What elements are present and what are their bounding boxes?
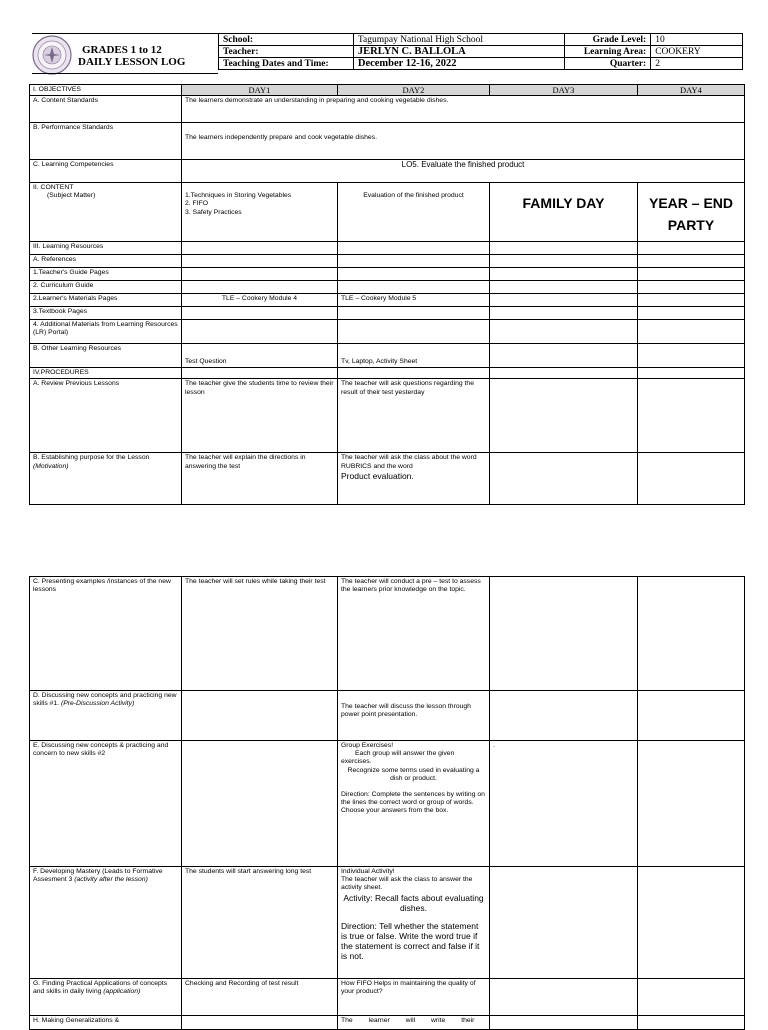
mastery-day2 bbox=[338, 867, 490, 979]
competencies-label: C. Learning Competencies bbox=[30, 160, 182, 183]
day4-header: DAY4 bbox=[638, 85, 745, 96]
mastery-label-cell bbox=[30, 867, 182, 979]
discussing1-label: D. Discussing new concepts and practicing new skills #1. bbox=[33, 692, 177, 708]
generalizations-day2: The learner will write their bbox=[338, 1016, 490, 1030]
title-line1: GRADES 1 to 12 bbox=[82, 44, 162, 56]
content-day2: Evaluation of the finished product bbox=[338, 183, 490, 242]
day2-header: DAY2 bbox=[338, 85, 490, 96]
discussing1-label-cell bbox=[30, 691, 182, 741]
deped-seal-logo bbox=[32, 35, 72, 75]
learning-area-label: Learning Area: bbox=[565, 46, 651, 58]
generalizations-label: H. Making Generalizations & bbox=[30, 1016, 182, 1030]
content-standards-value: The learners demonstrate an understanding in preparing and cooking vegetable dishes. bbox=[182, 96, 745, 123]
mastery-day2-line1: Individual Activity! bbox=[341, 868, 395, 875]
school-value: Tagumpay National High School bbox=[353, 34, 564, 46]
purpose-label-italic: (Motivation) bbox=[33, 462, 69, 470]
content-day1 bbox=[182, 183, 338, 242]
discussing2-day2-line3: Recognize some terms used in evaluating a dish or product. bbox=[347, 766, 480, 782]
teacher-label: Teacher: bbox=[219, 46, 354, 58]
quarter-label: Quarter: bbox=[565, 58, 651, 70]
review-day2: The teacher will ask questions regarding the result of their test yesterday bbox=[338, 379, 490, 453]
references-label: A. References bbox=[30, 255, 182, 268]
presenting-day2: The teacher will conduct a pre – test to assess the learners prior knowledge on the topic. bbox=[338, 577, 490, 691]
purpose-day2-cell bbox=[338, 453, 490, 505]
content-label-cell bbox=[30, 183, 182, 242]
quarter-value: 2 bbox=[651, 58, 743, 70]
discussing2-label: E. Discussing new concepts & practicing and concern to new skills #2 bbox=[30, 741, 182, 867]
discussing2-day2-line2: Each group will answer the given exercises. bbox=[341, 750, 455, 766]
resources-label: III. Learning Resources bbox=[30, 242, 182, 255]
purpose-day2: The teacher will ask the class about the word RUBRICS and the word bbox=[341, 454, 477, 470]
mastery-day2-line2: The teacher will ask the class to answer the activity sheet. bbox=[341, 876, 473, 892]
teaching-dates-value: December 12-16, 2022 bbox=[353, 58, 564, 70]
textbook-label: 3.Textbook Pages bbox=[30, 307, 182, 320]
presenting-day1: The teacher will set rules while taking their test bbox=[182, 577, 338, 691]
purpose-day2-product: Product evaluation. bbox=[341, 470, 414, 481]
other-resources-day2: Tv, Laptop, Activity Sheet bbox=[338, 344, 490, 368]
review-day1: The teacher give the students time to review their lesson bbox=[182, 379, 338, 453]
content-sublabel: (Subject Matter) bbox=[47, 192, 96, 200]
teaching-dates-label: Teaching Dates and Time: bbox=[219, 58, 354, 70]
applications-label-cell bbox=[30, 979, 182, 1016]
learning-area-value: COOKERY bbox=[651, 46, 743, 58]
learners-materials-day2: TLE – Cookery Module 5 bbox=[338, 294, 490, 307]
lesson-log-table-1 bbox=[29, 84, 745, 505]
content-day1-line2: 2. FIFO bbox=[185, 200, 209, 208]
purpose-label-cell bbox=[30, 453, 182, 505]
purpose-label: B. Establishing purpose for the Lesson bbox=[33, 454, 150, 462]
content-day4: YEAR – END PARTY bbox=[638, 183, 745, 242]
content-standards-label: A. Content Standards bbox=[30, 96, 182, 123]
mastery-label: F. Developing Mastery (Leads to Formative Assesment 3 bbox=[33, 868, 163, 884]
other-resources-label: B. Other Learning Resources bbox=[30, 344, 182, 368]
curriculum-guide-label: 2. Curriculum Guide bbox=[30, 281, 182, 294]
applications-day2: How FIFO Helps in maintaining the quality of your product? bbox=[338, 979, 490, 1016]
discussing1-label-italic: (Pre-Discussion Activity) bbox=[60, 700, 135, 708]
teacher-value: JERLYN C. BALLOLA bbox=[353, 46, 564, 58]
learners-materials-label: 2.Learner's Materials Pages bbox=[30, 294, 182, 307]
title-underline bbox=[32, 73, 218, 74]
header-info-table bbox=[218, 33, 743, 70]
objectives-heading: I. OBJECTIVES bbox=[30, 85, 182, 96]
mastery-day1: The students will start answering long test bbox=[182, 867, 338, 979]
grade-level-value: 10 bbox=[651, 34, 743, 46]
additional-materials-label: 4. Additional Materials from Learning Resources (LR) Portal) bbox=[30, 320, 182, 344]
purpose-day1: The teacher will explain the directions in answering the test bbox=[182, 453, 338, 505]
discussing2-day3: . bbox=[490, 741, 638, 867]
form-title bbox=[78, 44, 185, 68]
content-label: II. CONTENT bbox=[33, 184, 74, 192]
discussing2-day2-line1: Group Exercises! bbox=[341, 742, 394, 749]
other-resources-day1: Test Question bbox=[182, 344, 338, 368]
competencies-value: LO5. Evaluate the finished product bbox=[182, 160, 745, 183]
applications-label-italic: (application) bbox=[103, 988, 141, 996]
discussing1-day2: The teacher will discuss the lesson through power point presentation. bbox=[338, 691, 490, 741]
day3-header: DAY3 bbox=[490, 85, 638, 96]
content-day1-line1: 1.Techniques in Storing Vegetables bbox=[185, 192, 292, 200]
review-label: A. Review Previous Lessons bbox=[30, 379, 182, 453]
procedures-label: IV.PROCEDURES bbox=[30, 368, 182, 379]
discussing2-day2-line4: Direction: Complete the sentences by writing on the lines the correct word or group of words. Choose your answers from the box. bbox=[341, 791, 485, 815]
mastery-day2-line3: Activity: Recall facts about evaluating dishes. bbox=[343, 892, 484, 913]
school-label: School: bbox=[219, 34, 354, 46]
day1-header: DAY1 bbox=[182, 85, 338, 96]
performance-standards-value: The learners independently prepare and cook vegetable dishes. bbox=[182, 123, 745, 160]
teachers-guide-label: 1.Teacher's Guide Pages bbox=[30, 268, 182, 281]
performance-standards-label: B. Performance Standards bbox=[30, 123, 182, 160]
discussing2-day2 bbox=[338, 741, 490, 867]
applications-label: G. Finding Practical Applications of concepts and skills in daily living bbox=[33, 980, 168, 996]
mastery-day2-line4: Direction: Tell whether the statement is true or false. Write the word true if the statement is correct and false if it is not. bbox=[341, 920, 480, 961]
title-topline bbox=[32, 33, 218, 34]
learners-materials-day1: TLE – Cookery Module 4 bbox=[182, 294, 338, 307]
title-line2: DAILY LESSON LOG bbox=[78, 56, 186, 68]
content-day1-line3: 3. Safety Practices bbox=[185, 208, 242, 216]
lesson-log-table-2 bbox=[29, 576, 745, 1030]
grade-level-label: Grade Level: bbox=[565, 34, 651, 46]
applications-day1: Checking and Recording of test result bbox=[182, 979, 338, 1016]
content-day3: FAMILY DAY bbox=[490, 183, 638, 242]
presenting-label: C. Presenting examples /instances of the new lessons bbox=[30, 577, 182, 691]
mastery-label-italic: (activity after the lesson) bbox=[74, 876, 148, 884]
